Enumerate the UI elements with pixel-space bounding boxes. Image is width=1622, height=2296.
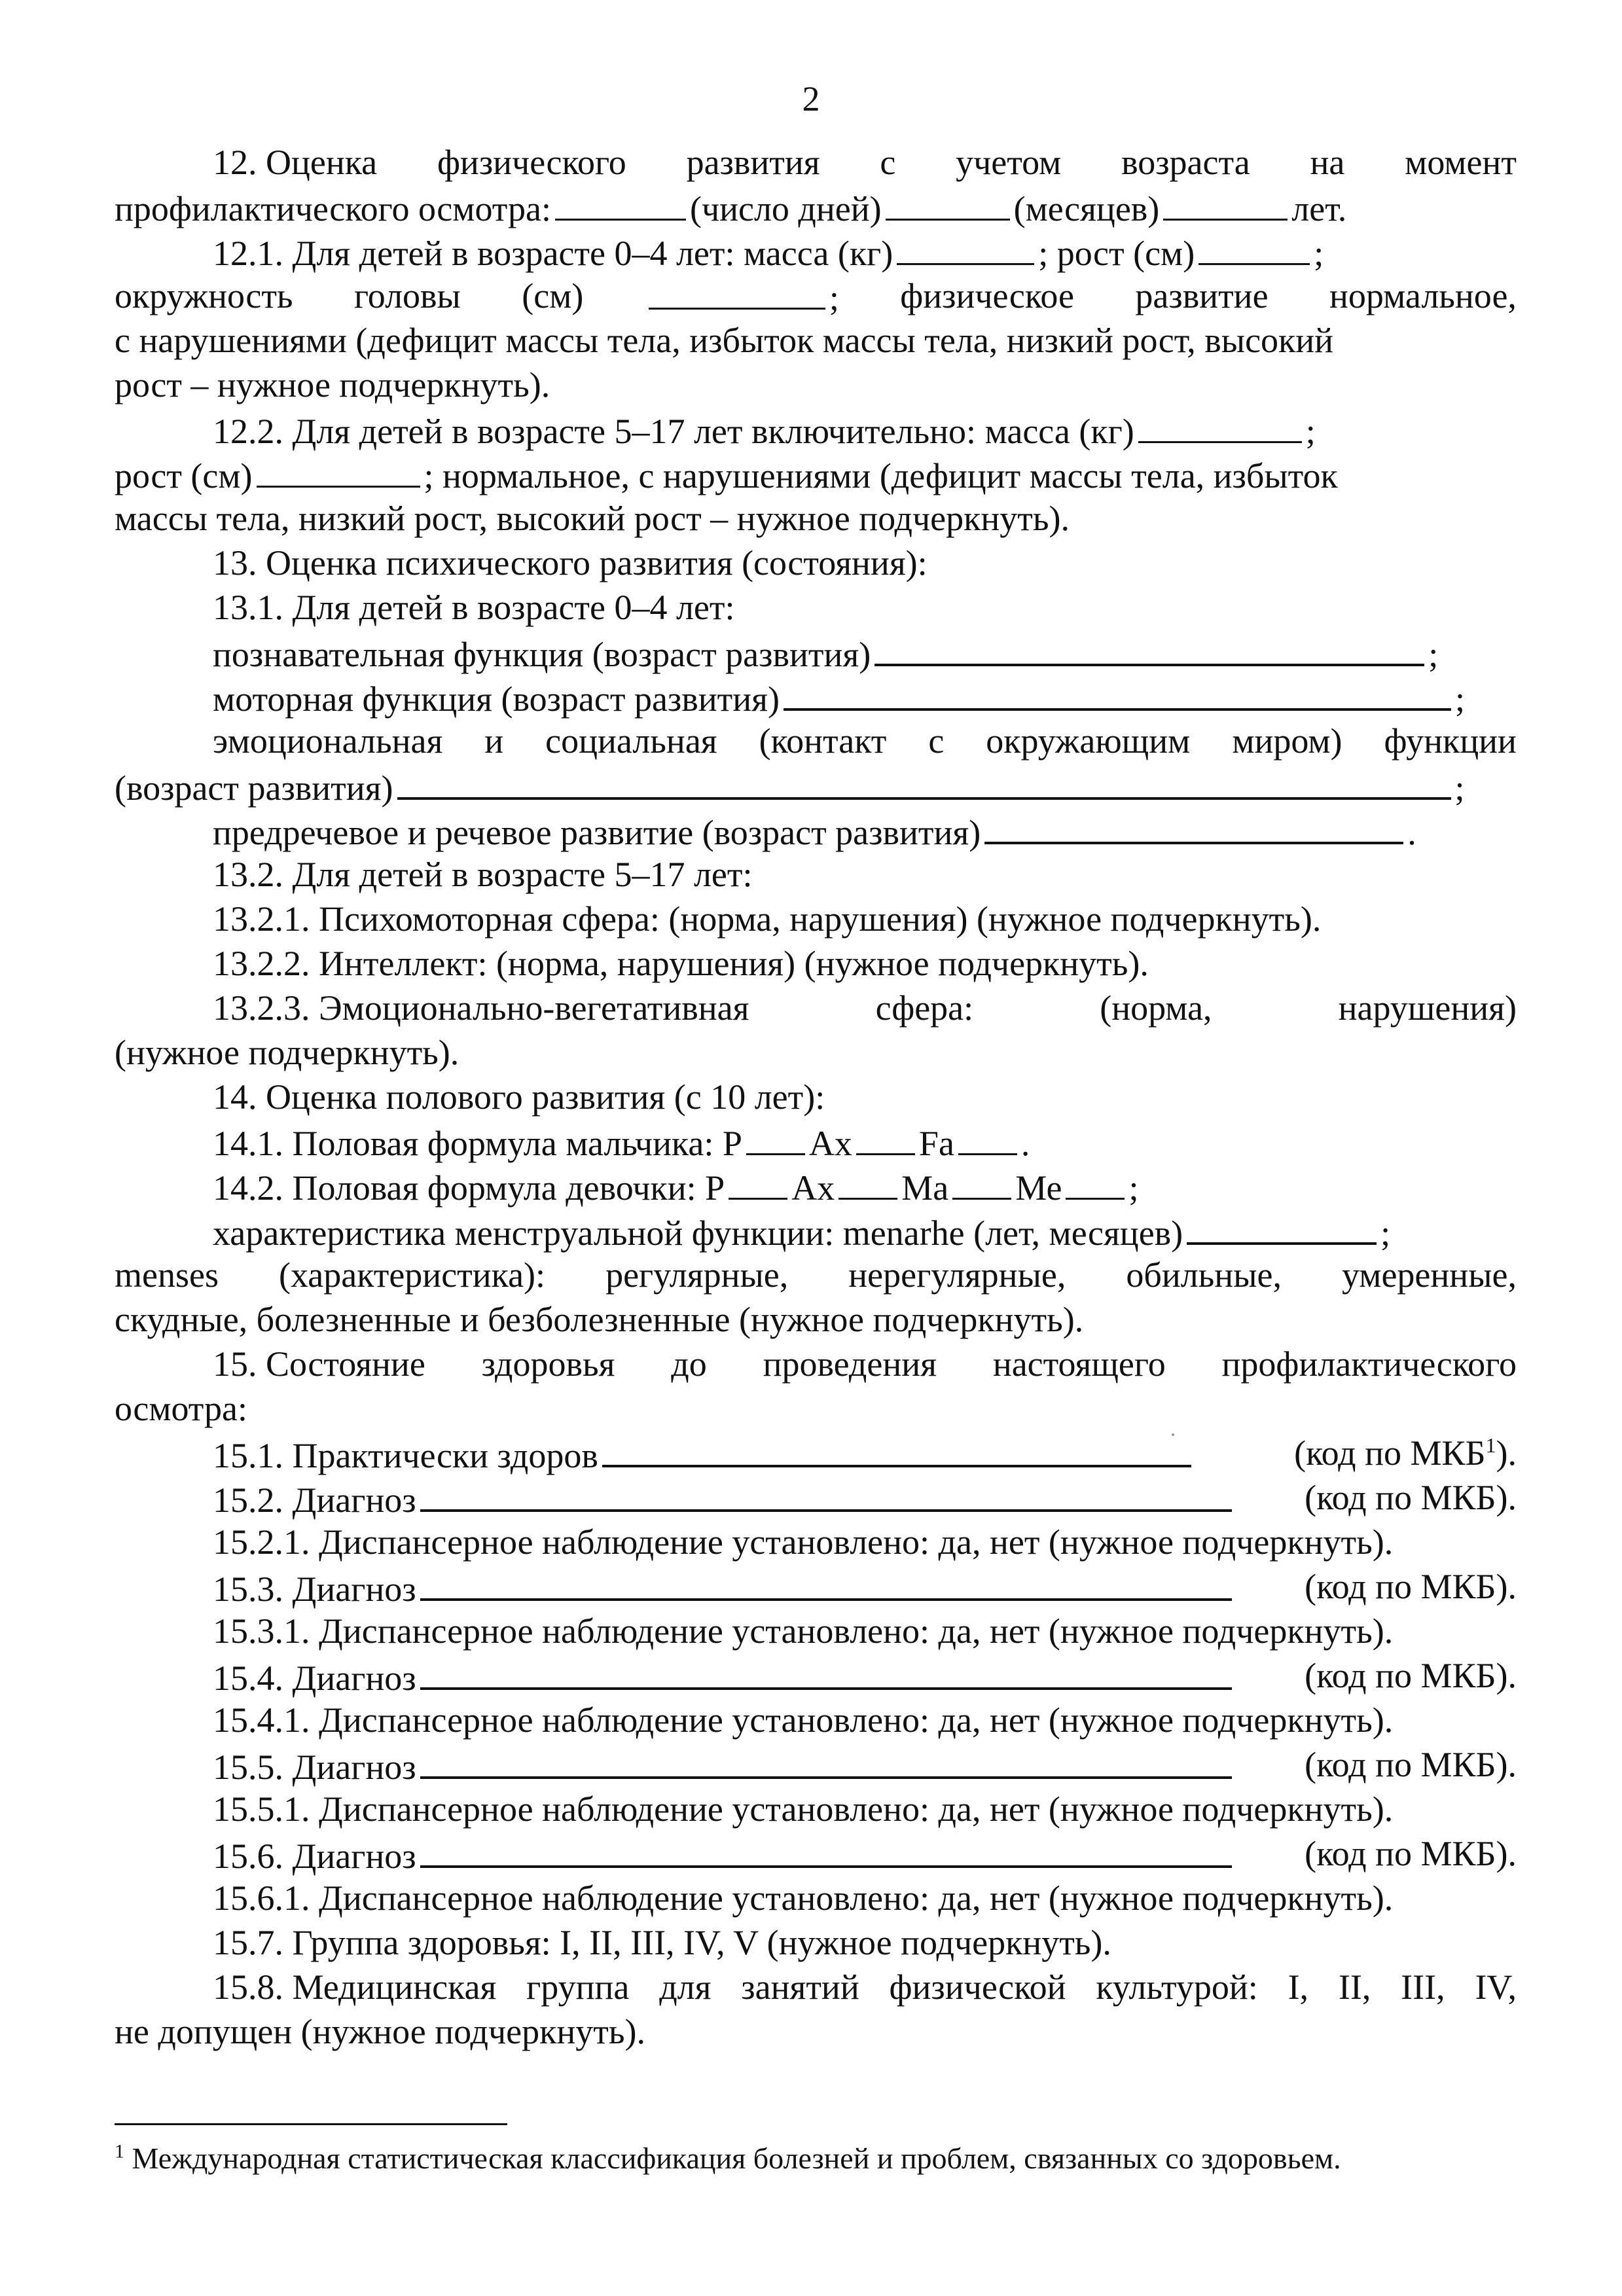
section-13-title: 13. Оценка психического развития (состояния):	[213, 543, 928, 583]
footnote-text: Международная статистическая классификация болезней и проблем, связанных со здоровьем.	[132, 2142, 1341, 2175]
diagnosis-15-4-field[interactable]	[420, 1653, 1232, 1690]
health-group-line: 15.7. Группа здоровья: I, II, III, IV, V (нужное подчеркнуть).	[213, 1923, 1111, 1962]
section-12-2-line-3: массы тела, низкий рост, высокий рост – нужное подчеркнуть).	[115, 499, 1070, 538]
footnote-mark: 1	[115, 2140, 124, 2162]
section-12-2-line-1: 12.2. Для детей в возрасте 5–17 лет включительно: масса (кг) ;	[213, 407, 1517, 452]
height-field[interactable]	[1198, 229, 1310, 265]
diagnosis-15-5-field[interactable]	[420, 1742, 1232, 1779]
boy-formula-line: 14.1. Половая формула мальчика: Р Ах Fa .	[213, 1119, 1517, 1164]
mass-field[interactable]	[897, 229, 1034, 265]
dispensary-15-4-1: 15.4.1. Диспансерное наблюдение установлено: да, нет (нужное подчеркнуть).	[213, 1700, 1394, 1740]
menses-line-1: menses (характеристика): регулярные, нерегулярные, обильные, умеренные,	[115, 1255, 1517, 1295]
section-12-2-line-2: рост (см) ; нормальное, с нарушениями (дефицит массы тела, избыток	[115, 452, 1517, 496]
menarhe-field[interactable]	[1187, 1208, 1377, 1245]
section-13-2-1: 13.2.1. Психомоторная сфера: (норма, нарушения) (нужное подчеркнуть).	[213, 899, 1322, 939]
healthy-line: 15.1. Практически здоров (код по МКБ$^1$).	[213, 1431, 1517, 1475]
medical-group-line-2: не допущен (нужное подчеркнуть).	[115, 2012, 645, 2051]
emotional-line-2: (возраст развития) ;	[115, 763, 1517, 808]
section-13-2-title: 13.2. Для детей в возрасте 5–17 лет:	[213, 855, 753, 894]
footnote	[115, 2139, 1341, 2178]
section-15-line-2: осмотра:	[115, 1389, 248, 1428]
page-number: 2	[802, 79, 820, 118]
girl-ma-field[interactable]	[952, 1164, 1011, 1200]
section-13-2-2: 13.2.2. Интеллект: (норма, нарушения) (нужное подчеркнуть).	[213, 944, 1149, 983]
days-field[interactable]	[555, 185, 686, 221]
dispensary-15-5-1: 15.5.1. Диспансерное наблюдение установлено: да, нет (нужное подчеркнуть).	[213, 1789, 1394, 1829]
section-12-1-line-1: 12.1. Для детей в возрасте 0–4 лет: масса (кг) ; рост (см) ;	[213, 229, 1517, 274]
years-field[interactable]	[1163, 185, 1288, 221]
section-13-1-title: 13.1. Для детей в возрасте 0–4 лет:	[213, 588, 735, 627]
dispensary-15-6-1: 15.6.1. Диспансерное наблюдение установлено: да, нет (нужное подчеркнуть).	[213, 1878, 1394, 1918]
girl-formula-line: 14.2. Половая формула девочки: Р Ах Ма Ме ;	[213, 1164, 1517, 1208]
diagnosis-15-3: 15.3. Диагноз (код по МКБ).	[213, 1564, 1517, 1609]
menarhe-line: характеристика менструальной функции: menarhe (лет, месяцев) ;	[213, 1208, 1517, 1253]
boy-ax-field[interactable]	[856, 1119, 915, 1155]
menses-line-2: скудные, болезненные и безболезненные (нужное подчеркнуть).	[115, 1300, 1084, 1339]
medical-group-line-1: 15.8. Медицинская группа для занятий физической культурой: I, II, III, IV,	[213, 1967, 1517, 2007]
diagnosis-15-6-field[interactable]	[420, 1831, 1232, 1868]
motor-field[interactable]	[784, 674, 1451, 711]
head-circumference-field[interactable]	[649, 274, 825, 310]
boy-fa-field[interactable]	[958, 1119, 1017, 1155]
healthy-field[interactable]	[602, 1431, 1191, 1467]
section-12-1-line-4: рост – нужное подчеркнуть).	[115, 365, 550, 404]
section-15-line-1: 15. Состояние здоровья до проведения настоящего профилактического	[213, 1344, 1517, 1384]
diagnosis-15-5: 15.5. Диагноз (код по МКБ).	[213, 1742, 1517, 1787]
speech-field[interactable]	[984, 808, 1403, 844]
cognitive-field[interactable]	[874, 630, 1424, 666]
girl-p-field[interactable]	[729, 1164, 787, 1200]
section-12-1-line-3: с нарушениями (дефицит массы тела, избыток массы тела, низкий рост, высокий	[115, 321, 1334, 360]
motor-line: моторная функция (возраст развития) ;	[213, 674, 1517, 719]
section-14-title: 14. Оценка полового развития (с 10 лет):	[213, 1077, 825, 1117]
dispensary-15-3-1: 15.3.1. Диспансерное наблюдение установлено: да, нет (нужное подчеркнуть).	[213, 1611, 1394, 1651]
section-13-2-3-line-1: 13.2.3. Эмоционально-вегетативная сфера: (норма, нарушения)	[213, 988, 1517, 1028]
girl-me-field[interactable]	[1066, 1164, 1125, 1200]
section-12-line-2: профилактического осмотра: (число дней) (месяцев) лет.	[115, 185, 1517, 229]
height-field-5-17[interactable]	[257, 452, 420, 488]
diagnosis-15-2-field[interactable]	[420, 1475, 1232, 1512]
boy-p-field[interactable]	[746, 1119, 805, 1155]
diagnosis-15-3-field[interactable]	[420, 1564, 1232, 1601]
section-12-line-1: 12. Оценка физического развития с учетом возраста на момент	[213, 143, 1517, 182]
cognitive-line: познавательная функция (возраст развития) ;	[213, 630, 1517, 674]
girl-ax-field[interactable]	[838, 1164, 897, 1200]
emotional-field[interactable]	[397, 763, 1451, 800]
dispensary-15-2-1: 15.2.1. Диспансерное наблюдение установлено: да, нет (нужное подчеркнуть).	[213, 1522, 1394, 1562]
footnote-divider	[115, 2123, 507, 2125]
emotional-line-1: эмоциональная и социальная (контакт с окружающим миром) функции	[213, 721, 1517, 761]
diagnosis-15-2: 15.2. Диагноз (код по МКБ).	[213, 1475, 1517, 1520]
diagnosis-15-6: 15.6. Диагноз (код по МКБ).	[213, 1831, 1517, 1876]
diagnosis-15-4: 15.4. Диагноз (код по МКБ).	[213, 1653, 1517, 1698]
speech-line: предречевое и речевое развитие (возраст развития) .	[213, 808, 1517, 852]
section-12-1-line-2: окружность головы (см) ; физическое развитие нормальное,	[115, 274, 1517, 318]
months-field[interactable]	[886, 185, 1010, 221]
section-13-2-3-line-2: (нужное подчеркнуть).	[115, 1033, 460, 1072]
mass-field-5-17[interactable]	[1138, 407, 1302, 443]
